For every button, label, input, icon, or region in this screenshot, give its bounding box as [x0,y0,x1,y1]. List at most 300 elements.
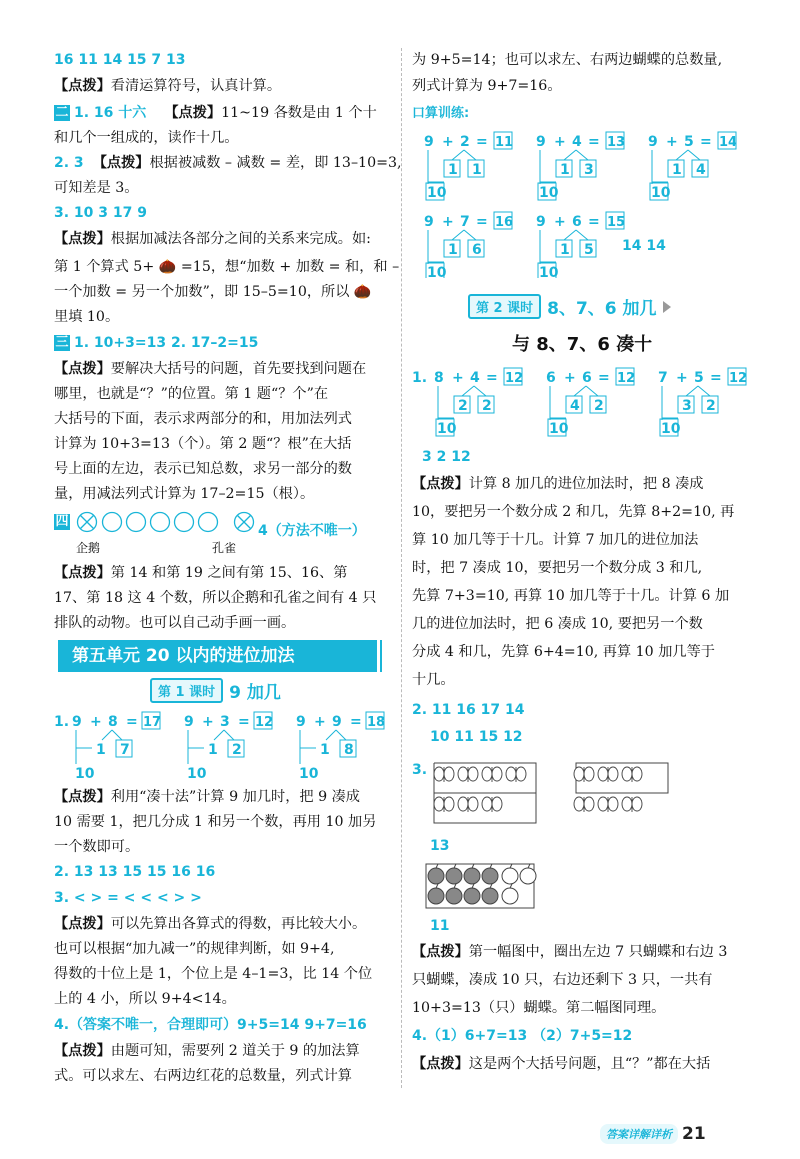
addend-b: 4 [572,134,582,150]
butterfly-icon [598,767,618,782]
sum-value: 17 [143,715,162,730]
addend-b: 3 [220,714,230,730]
split-line [102,730,112,740]
hint-line [412,474,703,494]
equals-sign: = [486,370,498,386]
split-line [452,230,464,240]
ten-value: 10 [651,185,671,201]
text-line [54,989,236,1009]
plus-sign: + [564,370,576,386]
ten-value: 10 [549,421,569,437]
apple-stem [510,884,512,888]
text-line [412,642,715,662]
part-value: 6 [472,242,482,258]
answer-text: 2. 13 13 15 15 16 16 [54,864,216,880]
lesson-tag: 第 2 课时 [468,294,541,319]
body-text: 量，用减法列式计算为 17–2=15（根）。 [54,486,315,502]
kou-label-line [412,103,469,124]
part-value: 1 [672,162,682,178]
subtitle-text: 与 8、7、6 凑十 [512,334,653,355]
hint-line [54,229,371,249]
split-line [576,150,588,160]
equals-sign: = [350,714,362,730]
plus-sign: + [676,370,688,386]
footer-label: 答案详解详析 [600,1124,678,1144]
lesson-tag: 第 1 课时 [150,678,223,703]
section-4-line [54,512,74,532]
body-text: 时，把 7 凑成 10，要把另一个数分成 3 和几, [412,560,703,576]
hint-line [54,1041,360,1061]
addend-a: 9 [648,134,658,150]
split-line [462,386,474,396]
hint-label: 【点拨】 [54,1043,111,1059]
hint-text: 要解决大括号的问题，首先要找到问题在 [110,361,367,377]
apple-icon [428,888,444,904]
sum-value: 12 [729,371,748,386]
column-divider [401,48,402,1088]
answer-text: 1. 10+3=13 2. 17–2=15 [74,335,259,351]
addend-a: 9 [184,714,194,730]
body-text: 第 1 个算式 5+ 🌰 =15，想“加数 + 加数 = 和，和 – [54,259,400,275]
body-text: 得数的十位上是 1，个位上是 4–1=3，比 14 个位 [54,966,373,982]
plus-sign: + [666,134,678,150]
text-line [54,613,295,633]
text-line [54,588,376,608]
body-text: 几的进位加法时，把 6 凑成 10, 要把另一个数 [412,616,703,632]
equals-sign: = [700,134,712,150]
split-line [676,150,688,160]
body-text: 十几。 [412,672,455,688]
split-line [564,150,576,160]
make-ten-bracket [428,230,444,262]
apple-icon [502,868,518,884]
ten-value: 10 [427,265,447,278]
addend-a: 9 [424,214,434,230]
answer-text: 3 2 12 [422,449,471,465]
section-marker: 四 [55,514,69,529]
body-text: 一个加数 = 另一个加数”，即 15–5=10，所以 🌰 [54,284,372,300]
hint-text: 看清运算符号，认真计算。 [110,78,282,94]
part-value: 1 [472,162,482,178]
hint-label: 【点拨】 [412,944,469,960]
body-text: 哪里，也就是“？”的位置。第 1 题“？个”在 [54,386,329,402]
lesson-1-header [150,678,281,703]
page-footer [600,1123,706,1144]
animal-circles-diagram [76,509,288,535]
part-value: 4 [570,398,580,414]
oral-training-diagrams [420,128,750,278]
make-ten-bracket [438,386,454,418]
question-1-label [412,368,427,388]
equals-sign: = [588,214,600,230]
label-text: 企鹅 [76,541,101,555]
question-number: 1. [412,370,428,386]
hint-line [54,563,347,583]
part-value: 1 [560,162,570,178]
answer-line [54,50,186,70]
addend-a: 9 [536,134,546,150]
make-ten-bracket [662,386,678,418]
plus-sign: + [554,214,566,230]
butterfly-icon [622,797,642,812]
butterfly-icon [482,767,502,782]
answer-line [54,153,402,173]
butterfly-icon [574,767,594,782]
split-line [698,386,710,396]
body-text: 排队的动物。也可以自己动手画一画。 [54,615,296,631]
split-line [336,730,346,740]
apple-stem [436,864,438,868]
lesson-title: 8、7、6 加几 [547,299,657,319]
section-marker: 二 [55,105,69,120]
make-ten-bracket [188,730,204,748]
unit-bar-stripe [374,640,377,672]
butterfly-icon [458,797,478,812]
text-line [412,50,722,70]
apple-icon [520,868,536,884]
answer-line [54,888,202,908]
sum-value: 11 [495,135,514,150]
answer-text: 1. 16 十六 [74,105,147,121]
body-text: 里填 10。 [54,309,120,325]
text-line [412,670,455,690]
hint-text: 计算 8 加几的进位加法时，把 8 凑成 [468,476,704,492]
body-text: 为 9+5=14；也可以求左、右两边蝴蝶的总数量, [412,52,723,68]
hint-line [412,1054,710,1074]
sum-value: 13 [607,135,626,150]
question-3-label [412,760,427,780]
section-2-line [54,103,377,123]
apple-icon [482,888,498,904]
hint-line [54,787,360,807]
split-line [326,730,336,740]
apple-stem [510,864,512,868]
circle [151,513,170,532]
addend-a: 9 [296,714,306,730]
addend-a: 7 [658,370,668,386]
text-line [412,998,665,1018]
part-value: 1 [560,242,570,258]
answer-line [422,447,471,467]
addend-b: 5 [694,370,704,386]
section-marker: 三 [55,335,69,350]
plus-sign: + [314,714,326,730]
body-text: 计算为 10+3=13（个）。第 2 题“？根”在大括 [54,436,352,452]
butterfly-icon [434,797,454,812]
addend-a: 6 [546,370,556,386]
unit-bar-stripe [367,640,371,672]
apple-icon [464,888,480,904]
apple-stem [454,864,456,868]
body-text: 10+3=13（只）蝴蝶。第二幅图同理。 [412,1000,666,1016]
part-value: 2 [458,398,468,414]
hint-line [412,942,727,962]
butterfly-icon [598,797,618,812]
circle [199,513,218,532]
answer-text: 4.（答案不唯一，合理即可）9+5=14 9+7=16 [54,1017,367,1033]
hint-text: 11~19 各数是由 1 个十 [221,105,377,121]
addend-a: 9 [72,714,82,730]
part-value: 3 [682,398,692,414]
equals-sign: = [598,370,610,386]
split-line [576,230,588,240]
hint-text: 根据被减数 – 减数 = 差，即 13–10=3, [149,155,402,171]
text-line [54,812,376,832]
lesson-title: 9 加几 [229,683,281,703]
hint-label: 【点拨】 [164,105,222,121]
addend-a: 9 [536,214,546,230]
label-penguin [76,538,100,558]
body-text: 10，要把另一个数分成 2 和几，先算 8+2=10, 再 [412,504,735,520]
answer-line [258,521,366,541]
butterfly-icon [622,767,642,782]
split-line [686,386,698,396]
answer-text: 10 11 15 12 [430,729,523,745]
text-line [54,282,372,302]
equals-sign: = [476,134,488,150]
arrow-right-icon [663,301,671,313]
answer-line [430,727,523,747]
butterfly-icon [482,797,502,812]
apple-stem [490,864,492,868]
body-text: 可知差是 3。 [54,180,139,196]
split-line [688,150,700,160]
sum-value: 12 [255,715,274,730]
equals-sign: = [710,370,722,386]
part-value: 7 [120,742,130,758]
split-line [464,230,476,240]
equals-sign: = [476,214,488,230]
answer-line [622,236,666,256]
butterfly-icon [434,767,454,782]
answer-text: 4.（1）6+7=13 （2）7+5=12 [412,1028,633,1044]
label-peacock [212,538,236,558]
text-line [412,558,702,578]
part-value: 8 [344,742,354,758]
body-text: 号上面的左边，表示已知总数，求另一部分的数 [54,461,352,477]
make-ten-bracket [76,730,92,748]
apple-stem [490,884,492,888]
plus-sign: + [554,134,566,150]
split-line [224,730,234,740]
ten-value: 10 [539,265,559,278]
hint-text: 这是两个大括号问题，且“？”都在大括 [468,1056,711,1072]
body-text: 只蝴蝶，凑成 10 只，右边还剩下 3 只，一共有 [412,972,713,988]
split-line [464,150,476,160]
apple-icon [502,888,518,904]
text-line [54,459,352,479]
make-ten-bracket [550,386,566,418]
answer-line [54,862,215,882]
apple-icon [464,868,480,884]
right-q1-diagrams [430,366,750,438]
hint-text: 根据加减法各部分之间的关系来完成。如: [110,231,371,247]
split-line [452,150,464,160]
question-1-label [54,712,69,732]
answer-text: 2. 11 16 17 14 [412,702,525,718]
section-3-line [54,333,258,353]
sum-value: 15 [607,215,626,230]
hint-line [54,359,366,379]
text-line [54,307,119,327]
body-text: 分成 4 和几，先算 6+4=10, 再算 10 加几等于 [412,644,715,660]
make-ten-bracket [540,150,556,182]
hint-text: 可以先算出各算式的得数，再比较大小。 [110,916,367,932]
body-text: 一个数即可。 [54,839,140,855]
body-text: 10 需要 1，把几分成 1 和另一个数，再用 10 加另 [54,814,377,830]
question-number: 3. [412,762,428,778]
apple-stem [472,864,474,868]
section-subtitle [512,330,652,356]
sum-value: 12 [505,371,524,386]
part-value: 2 [594,398,604,414]
split-line [474,386,486,396]
page-number: 21 [682,1123,706,1144]
hint-label: 【点拨】 [92,155,150,171]
unit-bar-stripe [380,640,382,672]
addend-b: 6 [582,370,592,386]
answer-line [54,203,147,223]
text-line [412,530,698,550]
plus-sign: + [202,714,214,730]
left-q1-diagrams [68,710,388,782]
lesson-2-header [468,294,671,319]
text-line [54,178,138,198]
circle [127,513,146,532]
unit-title-bar [58,640,374,672]
circle [103,513,122,532]
apple-icon [428,868,444,884]
body-text: 也可以根据“加九减一”的规律判断，如 9+4, [54,941,335,957]
apple-stem [454,884,456,888]
part-value: 2 [706,398,716,414]
text-line [54,1066,352,1086]
hint-label: 【点拨】 [54,78,111,94]
answer-line [430,836,449,856]
butterfly-icon [574,797,594,812]
part-value: 1 [320,742,330,758]
ten-value: 10 [539,185,559,201]
hint-line [54,76,281,96]
ten-value: 10 [187,766,207,782]
plus-sign: + [442,214,454,230]
addend-b: 8 [108,714,118,730]
text-line [54,257,399,277]
text-line [54,964,372,984]
sum-value: 14 [719,135,738,150]
apple-stem [436,884,438,888]
make-ten-bracket [428,150,444,182]
answer-text: 16 11 14 15 7 13 [54,52,186,68]
text-line [412,76,562,96]
body-text: 式。可以求左、右两边红花的总数量，列式计算 [54,1068,352,1084]
sum-value: 12 [617,371,636,386]
make-ten-bracket [300,730,316,748]
hint-label: 【点拨】 [412,476,469,492]
addend-b: 7 [460,214,470,230]
answer-text: 3. 10 3 17 9 [54,205,148,221]
split-line [586,386,598,396]
hint-label: 【点拨】 [54,231,111,247]
text-line [54,434,352,454]
answer-text: 11 [430,918,450,934]
part-value: 2 [232,742,242,758]
hint-label: 【点拨】 [54,565,111,581]
text-line [412,502,734,522]
hint-label: 【点拨】 [54,916,111,932]
answer-text: 4（方法不唯一） [258,523,366,539]
part-value: 4 [696,162,706,178]
hint-label: 【点拨】 [412,1056,469,1072]
addend-b: 6 [572,214,582,230]
text-line [54,128,238,148]
butterfly-picture [432,760,672,830]
split-line [564,230,576,240]
hint-text: 由题可知，需要列 2 道关于 9 的加法算 [110,1043,360,1059]
addend-a: 9 [424,134,434,150]
part-value: 1 [96,742,106,758]
answer-line [412,700,525,720]
make-ten-bracket [652,150,668,182]
addend-b: 9 [332,714,342,730]
ten-value: 10 [427,185,447,201]
equals-sign: = [126,714,138,730]
hint-text: 第一幅图中，圈出左边 7 只蝴蝶和右边 3 [468,944,728,960]
text-line [54,484,314,504]
part-value: 1 [448,162,458,178]
text-line [54,939,334,959]
apple-icon [482,868,498,884]
text-line [412,970,713,990]
equals-sign: = [238,714,250,730]
hint-text: 利用“凑十法”计算 9 加几时，把 9 凑成 [110,789,360,805]
question-number: 1. [54,714,70,730]
part-value: 3 [584,162,594,178]
apple-icon [446,888,462,904]
oral-training-label: 口算训练: [412,106,470,121]
text-line [54,837,139,857]
split-line [574,386,586,396]
split-line [112,730,122,740]
body-text: 先算 7+3=10, 再算 10 加几等于十几。计算 6 加 [412,588,730,604]
addend-a: 8 [434,370,444,386]
body-text: 算 10 加几等于十几。计算 7 加几的进位加法 [412,532,699,548]
text-line [54,384,328,404]
ten-value: 10 [299,766,319,782]
ten-value: 10 [437,421,457,437]
answer-line [412,1026,632,1046]
body-text: 17、第 18 这 4 个数，所以企鹅和孔雀之间有 4 只 [54,590,377,606]
hint-label: 【点拨】 [54,789,111,805]
part-value: 1 [448,242,458,258]
sum-value: 18 [367,715,386,730]
addend-b: 4 [470,370,480,386]
ten-value: 10 [75,766,95,782]
hint-label: 【点拨】 [54,361,111,377]
hint-text: 第 14 和第 19 之间有第 15、16、第 [110,565,348,581]
part-value: 2 [482,398,492,414]
apple-stem [472,884,474,888]
label-text: 孔雀 [212,541,237,555]
split-line [214,730,224,740]
body-text: 上的 4 小，所以 9+4<14。 [54,991,236,1007]
text-line [54,409,352,429]
butterfly-icon [458,767,478,782]
hint-line [54,914,366,934]
body-text: 列式计算为 9+7=16。 [412,78,562,94]
body-text: 和几个一组成的，读作十几。 [54,130,239,146]
addend-b: 5 [684,134,694,150]
